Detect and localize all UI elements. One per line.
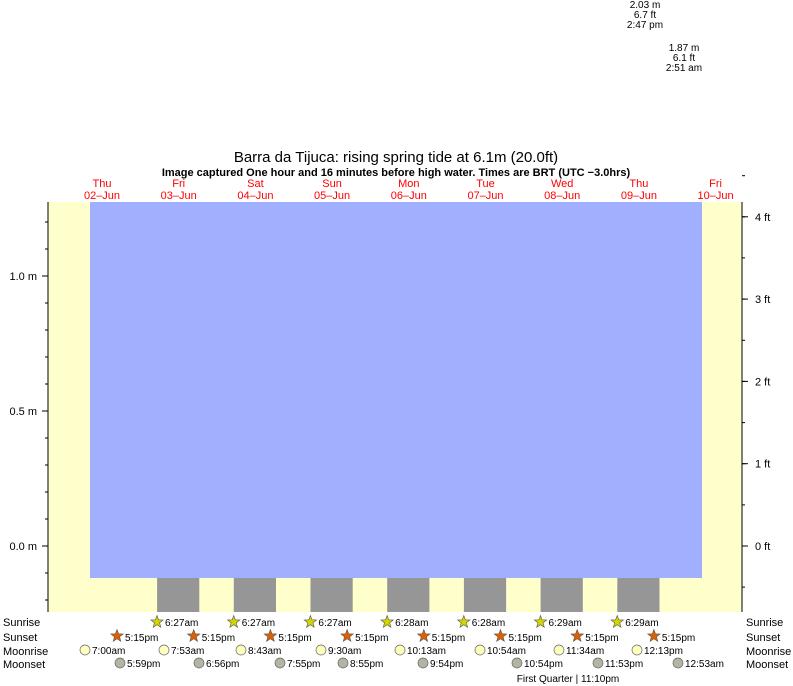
- moonrise-time: 10:13am: [407, 646, 446, 657]
- right-tick-label: 1 ft: [755, 458, 771, 471]
- date-label: 07–Jun: [467, 190, 504, 202]
- moonset-time: 11:53pm: [605, 659, 644, 670]
- row-label-right-sunrise: Sunrise: [746, 617, 784, 629]
- night-band: [464, 578, 506, 612]
- sunrise-time: 6:27am: [241, 618, 276, 629]
- moonrise-icon: [395, 645, 405, 655]
- day-of-week-label: Thu: [629, 178, 649, 190]
- sunset-icon: [648, 630, 660, 642]
- moonset-time: 8:55pm: [350, 659, 384, 670]
- night-band: [617, 578, 659, 612]
- moonrise-icon: [159, 645, 169, 655]
- sunrise-icon: [611, 616, 623, 628]
- day-of-week-label: Fri: [709, 178, 723, 190]
- moonset-icon: [593, 658, 603, 668]
- row-label-right-sunset: Sunset: [746, 632, 781, 644]
- date-label: 06–Jun: [390, 190, 427, 202]
- day-of-week-label: Sat: [247, 178, 264, 190]
- moonset-icon: [194, 658, 204, 668]
- row-label-left-sunset: Sunset: [3, 632, 38, 644]
- moonrise-icon: [80, 645, 90, 655]
- moonrise-time: 12:13pm: [644, 646, 683, 657]
- peak-height-ft: 6.7 ft: [633, 10, 657, 21]
- sunrise-time: 6:28am: [395, 618, 429, 629]
- sunset-icon: [494, 630, 506, 642]
- row-label-right-moonrise: Moonrise: [746, 646, 792, 658]
- sunset-time: 5:15pm: [661, 633, 696, 644]
- date-label: 05–Jun: [314, 190, 351, 202]
- moonrise-icon: [236, 645, 246, 655]
- moonset-icon: [338, 658, 348, 668]
- day-of-week-label: Fri: [172, 178, 186, 190]
- sunset-icon: [264, 630, 276, 642]
- sunrise-icon: [228, 616, 240, 628]
- day-of-week-label: Mon: [398, 178, 420, 190]
- left-tick-label: 0.0 m: [9, 541, 37, 553]
- row-label-right-moonset: Moonset: [746, 659, 789, 671]
- night-band: [311, 578, 353, 612]
- night-band: [541, 578, 583, 612]
- date-label: 10–Jun: [697, 190, 734, 202]
- chart-title: Barra da Tijuca: rising spring tide at 6.1m (20.0ft): [233, 149, 559, 166]
- day-of-week-label: Sun: [322, 178, 342, 190]
- sunrise-time: 6:28am: [471, 618, 506, 629]
- moonrise-time: 7:00am: [92, 646, 126, 657]
- right-tick-label: 4 ft: [755, 211, 771, 224]
- right-tick-label: 3 ft: [755, 294, 771, 307]
- sunrise-icon: [381, 616, 393, 628]
- moon-phase-label: First Quarter | 11:10pm: [516, 674, 620, 685]
- moonrise-time: 10:54am: [487, 646, 526, 657]
- left-tick-label: 1.0 m: [9, 271, 37, 283]
- peak-height-ft: 6.1 ft: [672, 53, 696, 64]
- moonset-icon: [512, 658, 522, 668]
- date-label: 09–Jun: [620, 190, 657, 202]
- peak-time: 2:47 pm: [626, 20, 664, 31]
- moonset-time: 5:59pm: [127, 659, 161, 670]
- left-tick-label: 0.5 m: [9, 406, 37, 418]
- day-of-week-label: Wed: [550, 178, 574, 190]
- row-label-left-moonrise: Moonrise: [3, 646, 49, 658]
- sunset-icon: [571, 630, 583, 642]
- sunrise-time: 6:29am: [625, 618, 659, 629]
- row-label-left-moonset: Moonset: [3, 659, 46, 671]
- peak-time: 2:51 am: [665, 63, 703, 74]
- moonset-time: 10:54pm: [524, 659, 563, 670]
- moonrise-time: 11:34am: [566, 646, 605, 657]
- sunset-time: 5:15pm: [508, 633, 542, 644]
- sunrise-time: 6:29am: [548, 618, 582, 629]
- sunrise-icon: [458, 616, 470, 628]
- moonrise-time: 9:30am: [328, 646, 362, 657]
- day-of-week-label: Thu: [92, 178, 112, 190]
- moonset-icon: [673, 658, 683, 668]
- date-label: 08–Jun: [544, 190, 581, 202]
- day-of-week-label: Tue: [476, 178, 495, 190]
- moonrise-icon: [475, 645, 485, 655]
- night-band: [234, 578, 276, 612]
- moonset-time: 12:53am: [685, 659, 724, 670]
- water-level-area: [90, 202, 702, 578]
- moonset-time: 7:55pm: [287, 659, 321, 670]
- date-label: 04–Jun: [237, 190, 274, 202]
- night-band: [387, 578, 429, 612]
- moonrise-icon: [316, 645, 326, 655]
- night-band: [157, 578, 199, 612]
- peak-height-m: 1.87 m: [668, 43, 700, 54]
- moonrise-icon: [554, 645, 564, 655]
- moonset-icon: [275, 658, 285, 668]
- sunset-time: 5:15pm: [355, 633, 389, 644]
- sunset-icon: [188, 630, 200, 642]
- sunset-time: 5:15pm: [201, 633, 236, 644]
- moonset-icon: [115, 658, 125, 668]
- sunset-icon: [418, 630, 430, 642]
- moonset-icon: [418, 658, 428, 668]
- sunrise-icon: [534, 616, 546, 628]
- sunrise-time: 6:27am: [165, 618, 199, 629]
- sunset-time: 5:15pm: [125, 633, 159, 644]
- sunset-icon: [111, 630, 123, 642]
- right-tick-label: 0 ft: [755, 541, 771, 553]
- sunrise-icon: [151, 616, 163, 628]
- date-label: 02–Jun: [83, 190, 121, 202]
- right-tick-label: 2 ft: [755, 376, 771, 389]
- moonset-time: 6:56pm: [206, 659, 240, 670]
- sunrise-icon: [304, 616, 316, 628]
- sunset-time: 5:15pm: [585, 633, 619, 644]
- moonrise-time: 8:43am: [248, 646, 282, 657]
- peak-height-m: 2.03 m: [629, 0, 661, 11]
- sunset-time: 5:15pm: [431, 633, 466, 644]
- moonset-time: 9:54pm: [430, 659, 464, 670]
- date-label: 03–Jun: [160, 190, 197, 202]
- chart-subtitle: Image captured One hour and 16 minutes before high water. Times are BRT (UTC −3.0hrs): [161, 167, 631, 179]
- sunset-icon: [341, 630, 353, 642]
- sunset-time: 5:15pm: [278, 633, 312, 644]
- sunrise-time: 6:27am: [318, 618, 352, 629]
- moonrise-time: 7:53am: [171, 646, 205, 657]
- moonrise-icon: [632, 645, 642, 655]
- row-label-left-sunrise: Sunrise: [3, 617, 41, 629]
